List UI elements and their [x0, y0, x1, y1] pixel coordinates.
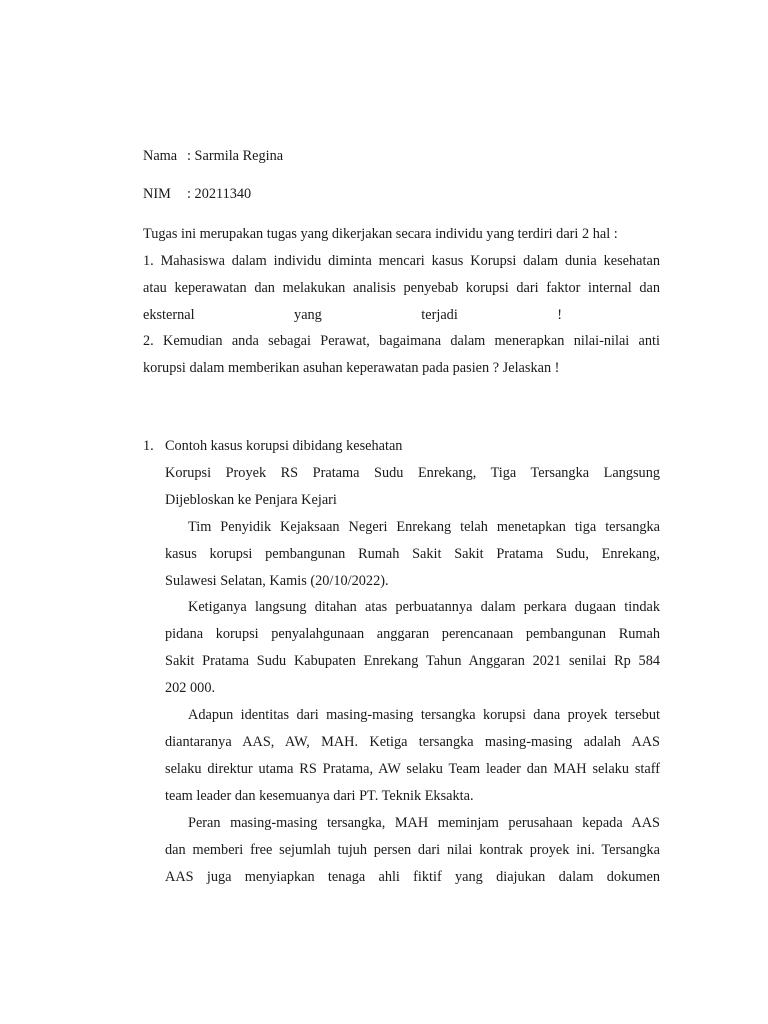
- body-line: pidana korupsi penyalahgunaan anggaran perencanaan pembangunan Rumah: [165, 626, 660, 642]
- task-line: Tugas ini merupakan tugas yang dikerjakan secara individu yang terdiri dari 2 hal :: [143, 226, 618, 242]
- body-line: Sakit Pratama Sudu Kabupaten Enrekang Tahun Anggaran 2021 senilai Rp 584: [165, 653, 660, 669]
- nim-row: [143, 181, 251, 208]
- section-number: 1.: [143, 438, 154, 454]
- task-line: atau keperawatan dan melakukan analisis penyebab korupsi dari faktor internal dan: [143, 280, 660, 296]
- task-line: korupsi dalam memberikan asuhan keperawatan pada pasien ? Jelaskan !: [143, 360, 560, 376]
- task-line: 1. Mahasiswa dalam individu diminta mencari kasus Korupsi dalam dunia kesehatan: [143, 253, 660, 269]
- body-line: team leader dan kesemuanya dari PT. Teknik Eksakta.: [165, 788, 474, 804]
- body-line: Sulawesi Selatan, Kamis (20/10/2022).: [165, 573, 389, 589]
- body-line: dan memberi free sejumlah tujuh persen dari nilai kontrak proyek ini. Tersangka: [165, 842, 660, 858]
- article-title-line: Dijebloskan ke Penjara Kejari: [165, 492, 337, 508]
- body-line: Peran masing-masing tersangka, MAH meminjam perusahaan kepada AAS: [188, 815, 660, 831]
- section-heading: Contoh kasus korupsi dibidang kesehatan: [165, 438, 403, 454]
- body-line: Adapun identitas dari masing-masing tersangka korupsi dana proyek tersebut: [188, 707, 660, 723]
- name-label: Nama: [143, 148, 178, 164]
- article-title-line: Korupsi Proyek RS Pratama Sudu Enrekang, Tiga Tersangka Langsung: [165, 465, 660, 481]
- body-line: diantaranya AAS, AW, MAH. Ketiga tersangka masing-masing adalah AAS: [165, 734, 660, 750]
- body-line: Ketiganya langsung ditahan atas perbuatannya dalam perkara dugaan tindak: [188, 599, 660, 615]
- task-line: 2. Kemudian anda sebagai Perawat, bagaimana dalam menerapkan nilai-nilai anti: [143, 333, 660, 349]
- body-line: selaku direktur utama RS Pratama, AW selaku Team leader dan MAH selaku staff: [165, 761, 660, 777]
- body-line: AAS juga menyiapkan tenaga ahli fiktif yang diajukan dalam dokumen: [165, 869, 660, 885]
- task-line: eksternal yang terjadi !: [143, 307, 562, 323]
- name-row: [143, 143, 283, 170]
- body-line: kasus korupsi pembangunan Rumah Sakit Sakit Pratama Sudu, Enrekang,: [165, 546, 660, 562]
- body-line: 202 000.: [165, 680, 216, 696]
- body-line: Tim Penyidik Kejaksaan Negeri Enrekang telah menetapkan tiga tersangka: [188, 519, 660, 535]
- name-value: : Sarmila Regina: [187, 148, 284, 164]
- nim-label: NIM: [143, 186, 171, 202]
- nim-value: : 20211340: [187, 186, 252, 202]
